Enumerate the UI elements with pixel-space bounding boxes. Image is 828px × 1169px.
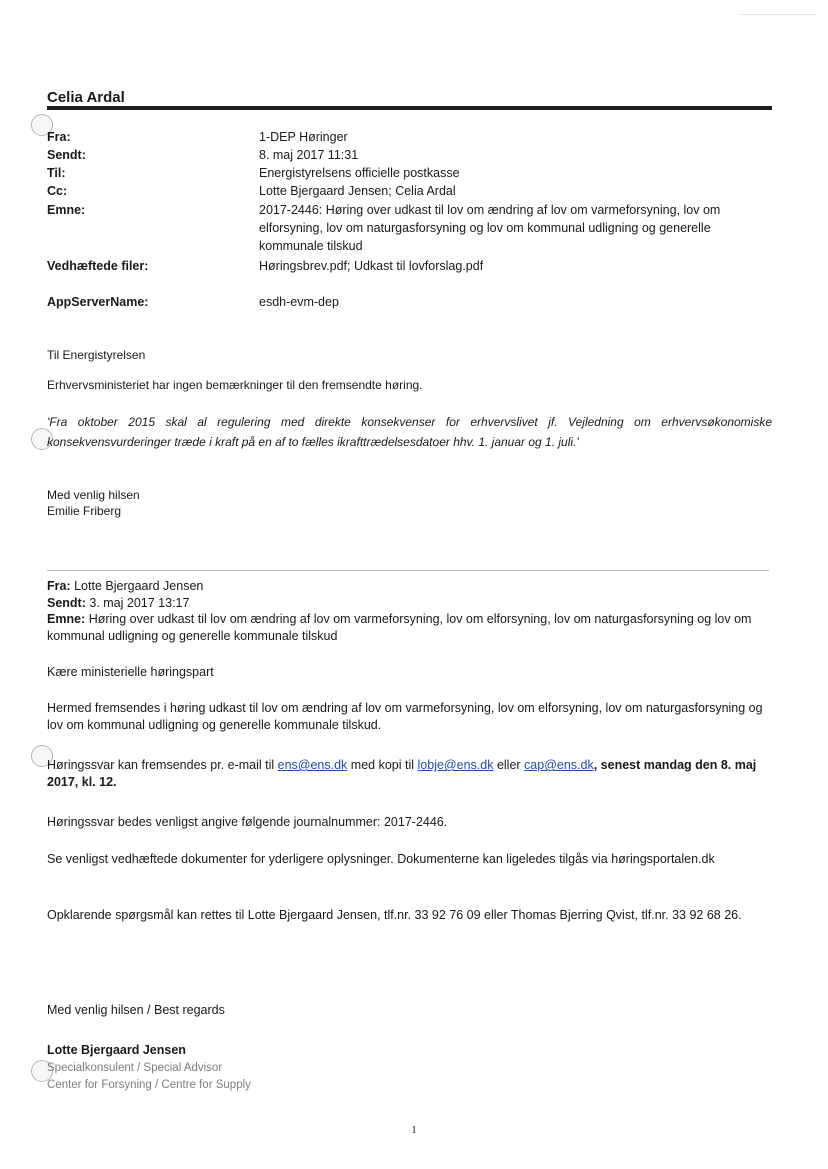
reply-signer: Emilie Friberg — [47, 504, 122, 518]
email-link-lobje[interactable]: lobje@ens.dk — [417, 758, 494, 772]
reply-greeting: Til Energistyrelsen — [47, 348, 146, 362]
cc-label: Cc: — [47, 184, 68, 198]
reply-quote: 'Fra oktober 2015 skal al regulering med direkte konsekvenser for erhvervslivet jf. Vejledning om erhvervsøkonomiske konsekvensvurderinger træde i kraft på en af to fælles ikrafttrædelsesdatoer hhv. 1. januar og 1. juli.' — [47, 415, 772, 449]
reply-closing: Med venlig hilsen — [47, 488, 140, 502]
to-value: Energistyrelsens officielle postkasse — [259, 166, 460, 180]
page-number: 1 — [411, 1124, 417, 1136]
sent-label: Sendt: — [47, 148, 86, 162]
attachments-label: Vedhæftede filer: — [47, 259, 149, 273]
forward-paragraph-3: Høringssvar bedes venligst angive følgende journalnummer: 2017-2446. — [47, 815, 448, 829]
forward-paragraph-4: Se venligst vedhæftede dokumenter for yderligere oplysninger. Dokumenterne kan ligeledes tilgås via høringsportalen.dk — [47, 852, 715, 866]
reply-statement: Erhvervsministeriet har ingen bemærkninger til den fremsendte høring. — [47, 378, 423, 392]
forward-from-value: Lotte Bjergaard Jensen — [74, 579, 204, 593]
from-value: 1-DEP Høringer — [259, 130, 348, 144]
to-label: Til: — [47, 166, 66, 180]
sent-value: 8. maj 2017 11:31 — [259, 148, 359, 162]
forward-salutation: Kære ministerielle høringspart — [47, 665, 214, 679]
header-rule — [47, 106, 772, 110]
attachments-value: Høringsbrev.pdf; Udkast til lovforslag.pdf — [259, 259, 484, 273]
forward-deadline: , senest mandag den 8. maj 2017, kl. 12. — [47, 758, 757, 789]
signature-title: Specialkonsulent / Special Advisor — [47, 1062, 223, 1074]
forward-from-line — [47, 578, 772, 595]
signature-unit: Center for Forsyning / Centre for Supply — [47, 1079, 251, 1091]
signature-name: Lotte Bjergaard Jensen — [47, 1043, 186, 1057]
sender-name-heading: Celia Ardal — [47, 89, 125, 106]
subject-label: Emne: — [47, 203, 86, 217]
forward-para2-text-b: med kopi til — [350, 758, 415, 772]
forward-para2-text-c: eller — [496, 758, 521, 772]
forward-sent-line — [47, 595, 772, 612]
email-link-cap[interactable]: cap@ens.dk — [524, 758, 594, 772]
appserver-label: AppServerName: — [47, 295, 149, 309]
forward-subject-label: Emne: — [47, 612, 86, 626]
forward-from-label: Fra: — [47, 579, 71, 593]
appserver-value: esdh-evm-dep — [259, 295, 339, 309]
forward-subject-line — [47, 611, 772, 645]
cc-value: Lotte Bjergaard Jensen; Celia Ardal — [259, 184, 456, 198]
forward-sent-value: 3. maj 2017 13:17 — [89, 596, 190, 610]
forward-paragraph-2 — [47, 757, 772, 791]
email-link-ens[interactable]: ens@ens.dk — [277, 758, 348, 772]
forward-paragraph-1: Hermed fremsendes i høring udkast til lov om ændring af lov om varmeforsyning, lov om elforsyning, lov om naturgasforsyning og lov om kommunal udligning og generelle kommunale tilskud. — [47, 701, 763, 732]
forward-regards: Med venlig hilsen / Best regards — [47, 1003, 225, 1017]
forward-sent-label: Sendt: — [47, 596, 86, 610]
from-label: Fra: — [47, 130, 71, 144]
forward-subject-value: Høring over udkast til lov om ændring af lov om varmeforsyning, lov om elforsyning, lov om naturgasforsyning og lov om kommunal udligning og generelle kommunale tilskud — [47, 612, 752, 643]
forward-separator — [47, 570, 769, 571]
forward-para2-text-a: Høringssvar kan fremsendes pr. e-mail til — [47, 758, 275, 772]
subject-value: 2017-2446: Høring over udkast til lov om ændring af lov om varmeforsyning, lov om elforsyning, lov om naturgasforsyning og lov om kommunal udligning og generelle kommunale tilskud — [259, 203, 721, 253]
forward-paragraph-5: Opklarende spørgsmål kan rettes til Lotte Bjergaard Jensen, tlf.nr. 33 92 76 09 eller Thomas Bjerring Qvist, tlf.nr. 33 92 68 26. — [47, 908, 742, 922]
scan-edge-line — [740, 14, 816, 15]
